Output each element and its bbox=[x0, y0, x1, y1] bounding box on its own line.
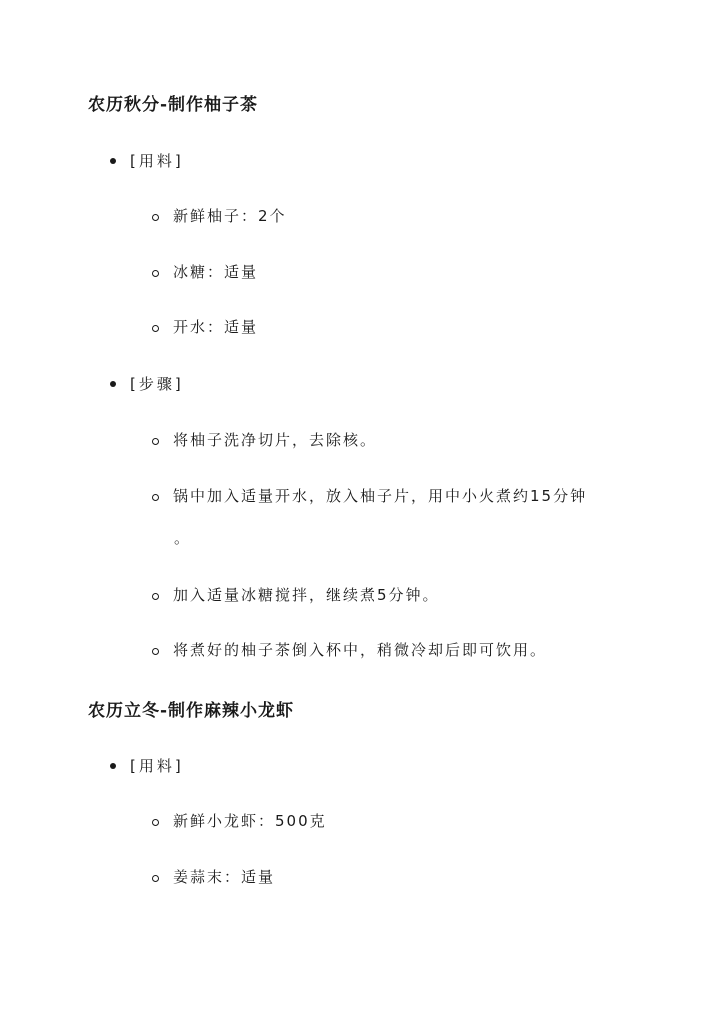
section-title: 农历秋分-制作柚子茶 bbox=[88, 95, 259, 115]
circle-bullet-icon bbox=[152, 325, 159, 332]
circle-bullet-icon bbox=[152, 214, 159, 221]
list-item: 将煮好的柚子茶倒入杯中，稍微冷却后即可饮用。 bbox=[152, 639, 547, 660]
ingredients-label: [用料] bbox=[110, 755, 184, 776]
list-item: 冰糖：适量 bbox=[152, 261, 258, 282]
ingredients-label: [用料] bbox=[110, 150, 184, 171]
list-item: 新鲜柚子：2个 bbox=[152, 205, 287, 226]
circle-bullet-icon bbox=[152, 438, 159, 445]
bullet-icon bbox=[110, 763, 116, 769]
circle-bullet-icon bbox=[152, 648, 159, 655]
steps-label: [步骤] bbox=[110, 373, 184, 394]
circle-bullet-icon bbox=[152, 875, 159, 882]
list-item: 加入适量冰糖搅拌，继续煮5分钟。 bbox=[152, 584, 440, 605]
circle-bullet-icon bbox=[152, 494, 159, 501]
list-item: 新鲜小龙虾：500克 bbox=[152, 810, 327, 831]
list-item: 开水：适量 bbox=[152, 316, 258, 337]
bullet-icon bbox=[110, 381, 116, 387]
list-item: 姜蒜末：适量 bbox=[152, 866, 275, 887]
list-item-continuation: 。 bbox=[174, 529, 192, 547]
bullet-icon bbox=[110, 158, 116, 164]
list-item: 锅中加入适量开水，放入柚子片，用中小火煮约15分钟 bbox=[152, 485, 587, 506]
list-item: 将柚子洗净切片，去除核。 bbox=[152, 429, 377, 450]
circle-bullet-icon bbox=[152, 819, 159, 826]
circle-bullet-icon bbox=[152, 270, 159, 277]
section-title: 农历立冬-制作麻辣小龙虾 bbox=[88, 701, 295, 721]
circle-bullet-icon bbox=[152, 593, 159, 600]
